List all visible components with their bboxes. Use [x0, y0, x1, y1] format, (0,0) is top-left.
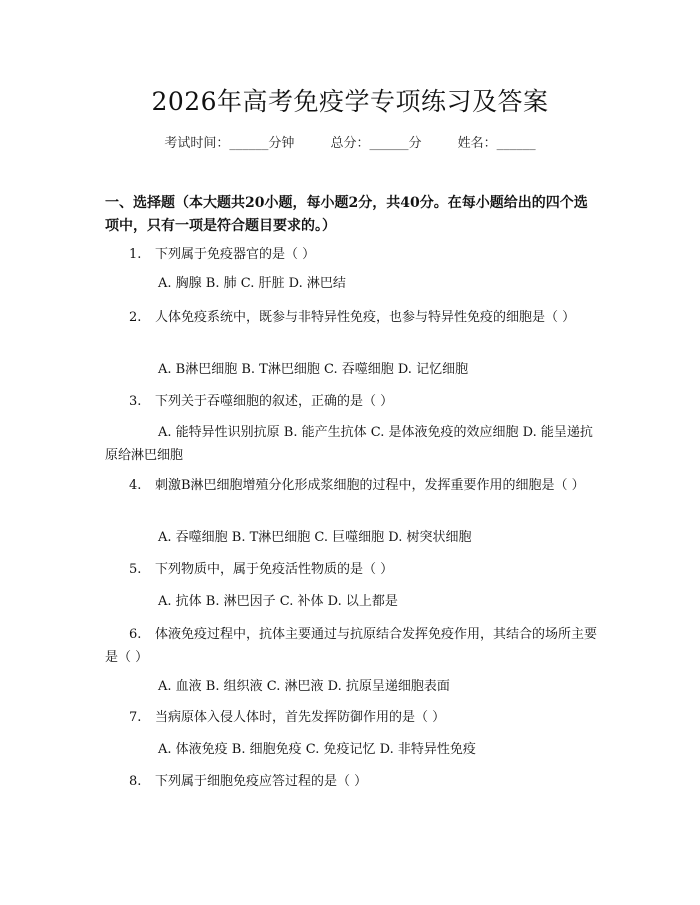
question-number: 3.	[129, 394, 142, 409]
question-4-options: A. 吞噬细胞 B. T淋巴细胞 C. 巨噬细胞 D. 树突状细胞	[158, 530, 472, 545]
question-7-options: A. 体液免疫 B. 细胞免疫 C. 免疫记忆 D. 非特异性免疫	[158, 742, 476, 757]
question-number: 2.	[129, 310, 142, 325]
exam-time: 考试时间：______分钟	[164, 136, 295, 151]
question-text: 刺激B淋巴细胞增殖分化形成浆细胞的过程中，发挥重要作用的细胞是（ ）	[155, 478, 585, 493]
question-number: 5.	[129, 562, 142, 577]
exam-meta	[0, 132, 700, 151]
question-6-options: A. 血液 B. 组织液 C. 淋巴液 D. 抗原呈递细胞表面	[158, 679, 450, 694]
question-text: 人体免疫系统中，既参与非特异性免疫，也参与特异性免疫的细胞是（ ）	[155, 310, 576, 325]
question-number: 8.	[129, 774, 142, 789]
question-6	[105, 623, 600, 669]
question-1-options: A. 胸腺 B. 肺 C. 肝脏 D. 淋巴结	[158, 276, 346, 291]
page-title: 2026年高考免疫学专项练习及答案	[151, 87, 549, 116]
student-name: 姓名：______	[457, 136, 536, 151]
question-2	[105, 306, 600, 329]
question-number: 1.	[129, 247, 142, 262]
question-text: 下列物质中，属于免疫活性物质的是（ ）	[155, 562, 394, 577]
exam-total-score: 总分：______分	[330, 136, 422, 151]
question-5-options: A. 抗体 B. 淋巴因子 C. 补体 D. 以上都是	[158, 594, 398, 609]
question-text: 当病原体入侵人体时，首先发挥防御作用的是（ ）	[155, 710, 446, 725]
question-4	[105, 474, 600, 497]
question-8	[105, 770, 600, 793]
question-3-options: A. 能特异性识别抗原 B. 能产生抗体 C. 是体液免疫的效应细胞 D. 能呈递抗原给淋巴细胞	[105, 425, 593, 463]
question-number: 4.	[129, 478, 142, 493]
question-text: 下列关于吞噬细胞的叙述，正确的是（ ）	[155, 394, 394, 409]
question-5	[105, 558, 600, 581]
question-number: 6.	[129, 627, 142, 642]
question-2-options: A. B淋巴细胞 B. T淋巴细胞 C. 吞噬细胞 D. 记忆细胞	[158, 362, 469, 377]
question-number: 7.	[129, 710, 142, 725]
question-3	[105, 390, 600, 413]
question-text: 下列属于细胞免疫应答过程的是（ ）	[155, 774, 368, 789]
question-1	[105, 243, 600, 266]
question-text: 体液免疫过程中，抗体主要通过与抗原结合发挥免疫作用，其结合的场所主要是（ ）	[105, 627, 598, 665]
question-text: 下列属于免疫器官的是（ ）	[155, 247, 316, 262]
question-7	[105, 706, 600, 729]
section-heading: 一、选择题（本大题共20小题，每小题2分，共40分。在每小题给出的四个选项中，只有一项是符合题目要求的。）	[105, 195, 588, 234]
